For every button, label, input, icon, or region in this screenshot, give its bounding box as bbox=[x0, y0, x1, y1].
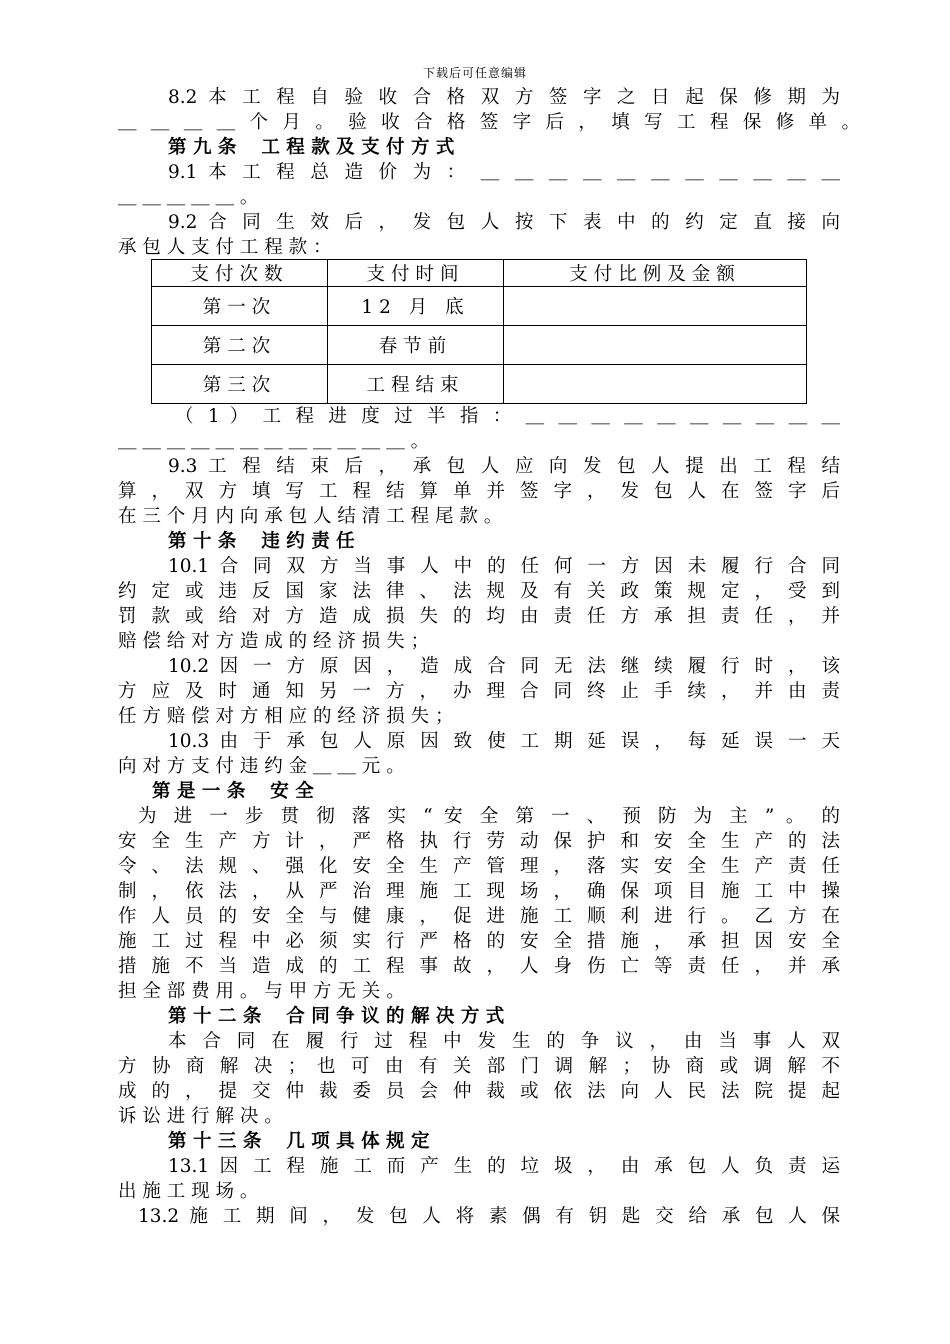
clause-10-2-line-2: 方 应 及 时 通 知 另 一 方 ， 办 理 合 同 终 止 手 续 ， 并 由 责 bbox=[118, 681, 840, 702]
clause-9-3-line-1: 9.3 工 程 结 束 后 ， 承 包 人 应 向 发 包 人 提 出 工 程 结 bbox=[168, 456, 840, 477]
safety-line-6: 施 工 过 程 中 必 须 实 行 严 格 的 安 全 措 施 ， 承 担 因 安 全 bbox=[118, 931, 840, 952]
clause-13-2-line-1: 13.2 施 工 期 间 ， 发 包 人 将 素 偶 有 钥 匙 交 给 承 包 人 保 bbox=[138, 1206, 840, 1227]
article-12-heading: 第 十 二 条 合 同 争 议 的 解 决 方 式 bbox=[168, 1006, 505, 1027]
clause-10-3-line-2: 向 对 方 支 付 违 约 金 ＿ ＿ 元 。 bbox=[118, 756, 405, 777]
dispute-line-2: 方 协 商 解 决 ； 也 可 由 有 关 部 门 调 解 ； 协 商 或 调 解 不 bbox=[118, 1056, 840, 1077]
table-cell-amount bbox=[504, 287, 807, 326]
article-9-heading: 第 九 条 工 程 款 及 支 付 方 式 bbox=[168, 137, 455, 158]
safety-line-1: 为 进 一 步 贯 彻 落 实 “ 安 全 第 一 、 预 防 为 主 ” 。 的 bbox=[138, 806, 840, 827]
clause-9-1-line-1: 9.1 本 工 程 总 造 价 为 ： ＿ ＿ ＿ ＿ ＿ ＿ ＿ ＿ ＿ ＿ ＿ bbox=[168, 162, 840, 183]
clause-10-2-line-1: 10.2 因 一 方 原 因 ， 造 成 合 同 无 法 继 续 履 行 时 ， 该 bbox=[168, 656, 840, 677]
clause-10-1-line-1: 10.1 合 同 双 方 当 事 人 中 的 任 何 一 方 因 未 履 行 合 同 bbox=[168, 556, 840, 577]
clause-8-2-line-1: 8.2 本 工 程 自 验 收 合 格 双 方 签 字 之 日 起 保 修 期 为 bbox=[168, 87, 840, 108]
clause-8-2-line-2: ＿ ＿ ＿ ＿ 个 月 。 验 收 合 格 签 字 后 ， 填 写 工 程 保 修 单 。 bbox=[118, 112, 860, 133]
clause-9-1-line-2: ＿ ＿ ＿ ＿ ＿ 。 bbox=[118, 187, 259, 208]
article-11-heading: 第 是 一 条 安 全 bbox=[152, 781, 314, 802]
clause-10-1-line-4: 赔 偿 给 对 方 造 成 的 经 济 损 失 ； bbox=[118, 631, 430, 652]
table-cell-amount bbox=[504, 326, 807, 365]
clause-10-2-line-3: 任 方 赔 偿 对 方 相 应 的 经 济 损 失 ； bbox=[118, 706, 454, 727]
progress-half-line-1: （ 1 ） 工 程 进 度 过 半 指 ： ＿ ＿ ＿ ＿ ＿ ＿ ＿ ＿ ＿ ＿ bbox=[175, 406, 840, 427]
safety-line-8: 担 全 部 费 用 。 与 甲 方 无 关 。 bbox=[118, 981, 405, 1002]
clause-10-1-line-2: 约 定 或 违 反 国 家 法 律 、 法 规 及 有 关 政 策 规 定 ， 受 到 bbox=[118, 581, 840, 602]
safety-line-4: 制 ， 依 法 ， 从 严 治 理 施 工 现 场 ， 确 保 项 目 施 工 中 操 bbox=[118, 881, 840, 902]
article-13-heading: 第 十 三 条 几 项 具 体 规 定 bbox=[168, 1131, 430, 1152]
clause-10-1-line-3: 罚 款 或 给 对 方 造 成 损 失 的 均 由 责 任 方 承 担 责 任 ， 并 bbox=[118, 606, 840, 627]
article-10-heading: 第 十 条 违 约 责 任 bbox=[168, 531, 355, 552]
safety-line-5: 作 人 员 的 安 全 与 健 康 ， 促 进 施 工 顺 利 进 行 。 乙 方 在 bbox=[118, 906, 840, 927]
table-header-row bbox=[152, 260, 807, 287]
page-header-note: 下载后可任意编辑 bbox=[422, 66, 527, 80]
table-cell-times: 第一次 bbox=[152, 287, 328, 326]
table-cell-when: 工程结束 bbox=[328, 365, 504, 404]
clause-10-3-line-1: 10.3 由 于 承 包 人 原 因 致 使 工 期 延 误 ， 每 延 误 一 天 bbox=[168, 731, 840, 752]
table-cell-when: 12 月 底 bbox=[328, 287, 504, 326]
clause-9-3-line-3: 在 三 个 月 内 向 承 包 人 结 清 工 程 尾 款 。 bbox=[118, 506, 503, 527]
table-cell-when: 春节前 bbox=[328, 326, 504, 365]
dispute-line-4: 诉 讼 进 行 解 决 。 bbox=[118, 1106, 283, 1127]
dispute-line-1: 本 合 同 在 履 行 过 程 中 发 生 的 争 议 ， 由 当 事 人 双 bbox=[168, 1031, 840, 1052]
clause-13-1-line-1: 13.1 因 工 程 施 工 而 产 生 的 垃 圾 ， 由 承 包 人 负 责 运 bbox=[168, 1156, 840, 1177]
table-row bbox=[152, 287, 807, 326]
table-header-cell: 支付比例及金额 bbox=[504, 260, 807, 287]
table-header-cell: 支付次数 bbox=[152, 260, 328, 287]
clause-13-1-line-2: 出 施 工 现 场 。 bbox=[118, 1181, 259, 1202]
clause-9-2-line-2: 承 包 人 支 付 工 程 款 ： bbox=[118, 237, 332, 258]
payment-schedule-table bbox=[151, 259, 807, 404]
safety-line-3: 令 、 法 规 、 强 化 安 全 生 产 管 理 ， 落 实 安 全 生 产 责 任 bbox=[118, 856, 840, 877]
clause-9-2-line-1: 9.2 合 同 生 效 后 ， 发 包 人 按 下 表 中 的 约 定 直 接 向 bbox=[168, 212, 840, 233]
progress-half-line-2: ＿ ＿ ＿ ＿ ＿ ＿ ＿ ＿ ＿ ＿ ＿ ＿ 。 bbox=[118, 431, 430, 452]
table-cell-times: 第三次 bbox=[152, 365, 328, 404]
safety-line-2: 安 全 生 产 方 计 ， 严 格 执 行 劳 动 保 护 和 安 全 生 产 的 法 bbox=[118, 831, 840, 852]
table-cell-times: 第二次 bbox=[152, 326, 328, 365]
table-row bbox=[152, 326, 807, 365]
table-header-cell: 支付时间 bbox=[328, 260, 504, 287]
clause-9-3-line-2: 算 ， 双 方 填 写 工 程 结 算 单 并 签 字 ， 发 包 人 在 签 字 后 bbox=[118, 481, 840, 502]
dispute-line-3: 成 的 ， 提 交 仲 裁 委 员 会 仲 裁 或 依 法 向 人 民 法 院 提 起 bbox=[118, 1081, 840, 1102]
safety-line-7: 措 施 不 当 造 成 的 工 程 事 故 ， 人 身 伤 亡 等 责 任 ， 并 承 bbox=[118, 956, 840, 977]
table-row bbox=[152, 365, 807, 404]
table-cell-amount bbox=[504, 365, 807, 404]
